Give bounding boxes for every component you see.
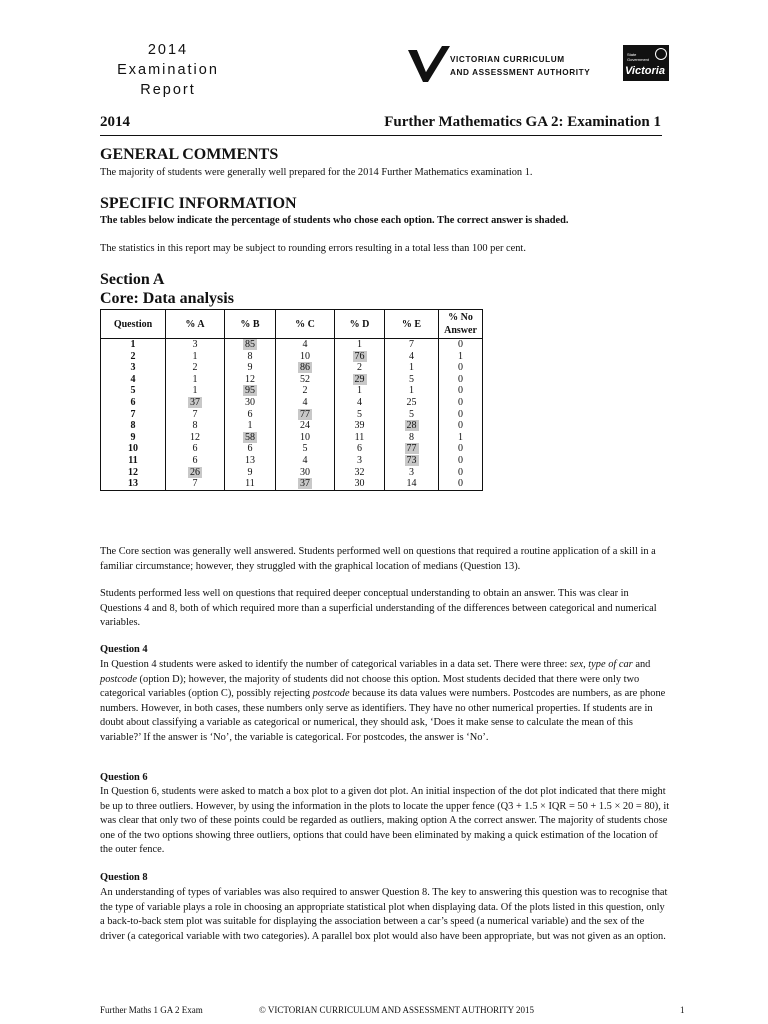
- question-number: 2: [101, 351, 166, 363]
- victoria-wordmark: Victoria: [625, 65, 665, 77]
- question-number: 13: [101, 478, 166, 490]
- table-cell: [276, 409, 335, 421]
- question-6-text: In Question 6, students were asked to match a box plot to a given dot plot. An initial inspection of the dot plot indicated that there might be up to three outliers. However, by using the information in the plots to locate the upper fence (Q3 + 1.5 × IQR = 50 + 1.5 × 20 = 80), it was clear that only two of these points could be regarded as outliers, making option A the correct answer. The majority of students chose one of the two options showing three outliers, options that could have been eliminated by making a quick estimation of the location of the outer fence.: [100, 786, 670, 856]
- correct-answer-cell: 95: [245, 385, 255, 397]
- table-row: [101, 339, 483, 351]
- correct-answer-cell: 73: [406, 454, 417, 466]
- table-cell: 0: [439, 443, 483, 455]
- table-row: [101, 420, 483, 432]
- table-cell: 3: [335, 455, 385, 467]
- q4-var-sex: sex: [569, 659, 584, 670]
- table-cell: 30: [276, 467, 335, 479]
- table-cell: 0: [439, 455, 483, 467]
- col-header-b: % B: [225, 310, 276, 339]
- conceptual-paragraph: Students performed less well on questions that required deeper conceptual understanding to obtain an answer. This was clear in Questions 4 and 8, both of which required more than a superficial understanding of the differences between categorical and numerical variables.: [100, 588, 657, 629]
- question-number: 10: [101, 443, 166, 455]
- q4-var-car: type of car: [588, 659, 633, 670]
- question-number: 7: [101, 409, 166, 421]
- table-cell: 1: [439, 351, 483, 363]
- table-cell: [385, 420, 439, 432]
- table-cell: 9: [225, 362, 276, 374]
- table-cell: 10: [276, 432, 335, 444]
- table-cell: 8: [225, 351, 276, 363]
- table-cell: [385, 455, 439, 467]
- table-cell: 5: [335, 409, 385, 421]
- table-cell: 9: [225, 467, 276, 479]
- table-cell: 30: [225, 397, 276, 409]
- question-6-heading: Question 6: [100, 772, 148, 783]
- table-cell: 6: [225, 443, 276, 455]
- table-cell: 0: [439, 409, 483, 421]
- question-number: 5: [101, 385, 166, 397]
- table-cell: 24: [276, 420, 335, 432]
- table-cell: [225, 432, 276, 444]
- table-cell: 6: [166, 455, 225, 467]
- table-row: [101, 385, 483, 397]
- table-cell: 6: [335, 443, 385, 455]
- question-number: 9: [101, 432, 166, 444]
- table-cell: 25: [385, 397, 439, 409]
- table-cell: 7: [166, 409, 225, 421]
- table-cell: 7: [166, 478, 225, 490]
- vcaa-tick-icon: [408, 44, 450, 84]
- table-row: [101, 362, 483, 374]
- table-row: [101, 374, 483, 386]
- question-number: 12: [101, 467, 166, 479]
- col-header-c: % C: [276, 310, 335, 339]
- table-row: [101, 443, 483, 455]
- table-cell: 4: [276, 397, 335, 409]
- table-cell: 52: [276, 374, 335, 386]
- table-cell: 8: [166, 420, 225, 432]
- q4-part-c: because its data values were numbers. Postcodes are numbers, as are phone numbers. However, in both cases, these numbers only serve as identifiers. They have no other numerical properties. If students are in doubt about classifying a variable as categorical or numerical, they should ask, ‘Does it make sense to calculate the mean of this variable?’ If the answer is ‘No’, the variable is categorical. For postcodes, the answer is ‘No’.: [100, 688, 666, 743]
- vcaa-name-line1: VICTORIAN CURRICULUM: [450, 55, 565, 64]
- table-cell: 6: [225, 409, 276, 421]
- report-word-examination: Examination: [117, 62, 219, 78]
- table-cell: 1: [335, 339, 385, 351]
- table-cell: 4: [276, 339, 335, 351]
- table-cell: 4: [385, 351, 439, 363]
- table-cell: 0: [439, 467, 483, 479]
- table-cell: 1: [166, 385, 225, 397]
- table-cell: 4: [276, 455, 335, 467]
- correct-answer-cell: 28: [406, 420, 417, 432]
- table-cell: 3: [166, 339, 225, 351]
- q4-var-postcode: postcode: [100, 673, 137, 685]
- q4-part-a: In Question 4 students were asked to identify the number of categorical variables in a data set. There were three:: [100, 659, 570, 670]
- table-cell: [166, 467, 225, 479]
- header-year: 2014: [100, 114, 130, 130]
- table-cell: [225, 339, 276, 351]
- table-cell: 0: [439, 478, 483, 490]
- table-explanation: The tables below indicate the percentage of students who chose each option. The correct answer is shaded.: [100, 215, 569, 226]
- table-cell: 1: [385, 385, 439, 397]
- table-cell: 11: [335, 432, 385, 444]
- correct-answer-cell: 77: [300, 408, 310, 420]
- footer-copyright: © VICTORIAN CURRICULUM AND ASSESSMENT AUTHORITY 2015: [259, 1005, 535, 1015]
- footer-exam-name: Further Maths 1 GA 2 Exam: [100, 1005, 203, 1015]
- vcaa-name-line2: AND ASSESSMENT AUTHORITY: [450, 68, 591, 77]
- table-cell: 39: [335, 420, 385, 432]
- col-header-e: % E: [385, 310, 439, 339]
- table-row: [101, 351, 483, 363]
- table-cell: 2: [166, 362, 225, 374]
- table-cell: 1: [225, 420, 276, 432]
- table-row: [101, 432, 483, 444]
- question-number: 4: [101, 374, 166, 386]
- correct-answer-cell: 76: [354, 350, 365, 362]
- correct-answer-cell: 29: [354, 373, 365, 385]
- table-cell: 0: [439, 385, 483, 397]
- question-8-heading: Question 8: [100, 872, 148, 883]
- report-year: 2014: [147, 42, 189, 58]
- table-cell: 3: [385, 467, 439, 479]
- table-cell: [335, 374, 385, 386]
- col-header-a: % A: [166, 310, 225, 339]
- rounding-note: The statistics in this report may be subject to rounding errors resulting in a total less than 100 per cent.: [100, 243, 526, 254]
- col-header-d: % D: [335, 310, 385, 339]
- table-cell: 30: [335, 478, 385, 490]
- question-number: 1: [101, 339, 166, 351]
- state-government-text: State Government: [627, 52, 650, 62]
- core-summary-paragraph: The Core section was generally well answered. Students performed well on questions that required a routine application of a skill in a familiar circumstance; however, they struggled with the graphical location of medians (Question 13).: [100, 546, 656, 572]
- section-subtitle: Core: Data analysis: [100, 290, 234, 307]
- table-cell: 0: [439, 362, 483, 374]
- section-title: Section A: [100, 271, 165, 288]
- q4-and: and: [632, 659, 651, 670]
- table-cell: 0: [439, 397, 483, 409]
- table-cell: 5: [276, 443, 335, 455]
- table-row: [101, 397, 483, 409]
- footer-page-number: 1: [680, 1005, 685, 1015]
- correct-answer-cell: 86: [300, 362, 310, 374]
- question-number: 6: [101, 397, 166, 409]
- table-cell: 0: [439, 420, 483, 432]
- correct-answer-cell: 77: [406, 443, 417, 455]
- table-cell: [276, 362, 335, 374]
- question-8-text: An understanding of types of variables was also required to answer Question 8. The key to answering this question was to recognise that the type of variable plays a role in choosing an appropriate statistical plot when displaying data. Of the plots listed in this question, only a back-to-back stem plot was suitable for displaying the association between a car’s speed (a numerical variable) and the sex of the driver (a categorical variable with two categories). A parallel box plot would also have been appropriate, but was not given as an option.: [100, 887, 668, 942]
- table-cell: 1: [439, 432, 483, 444]
- table-cell: 12: [166, 432, 225, 444]
- table-cell: 14: [385, 478, 439, 490]
- table-cell: 13: [225, 455, 276, 467]
- q4-part-b: (option D); however, the majority of students did not choose this option. Most students decided that there were only two categorical variables (option C), possibly rejecting: [100, 673, 640, 700]
- col-header-question: Question: [101, 310, 166, 339]
- question-number: 8: [101, 420, 166, 432]
- question-4-text: [100, 658, 670, 746]
- table-cell: 11: [225, 478, 276, 490]
- correct-answer-cell: 26: [190, 466, 200, 478]
- correct-answer-cell: 37: [190, 396, 200, 408]
- table-cell: 0: [439, 374, 483, 386]
- table-cell: 2: [335, 362, 385, 374]
- table-row: [101, 409, 483, 421]
- table-cell: [385, 443, 439, 455]
- correct-answer-cell: 37: [300, 478, 310, 490]
- table-cell: 2: [276, 385, 335, 397]
- col-header-no-answer: % No Answer: [439, 310, 483, 339]
- table-row: [101, 455, 483, 467]
- report-title: [100, 40, 236, 100]
- table-cell: [225, 385, 276, 397]
- table-cell: [335, 351, 385, 363]
- question-number: 11: [101, 455, 166, 467]
- correct-answer-cell: 85: [245, 339, 255, 350]
- table-cell: 7: [385, 339, 439, 351]
- table-body: [101, 339, 483, 491]
- vcaa-logo: [408, 44, 598, 84]
- table-cell: [166, 397, 225, 409]
- table-cell: 5: [385, 374, 439, 386]
- header-subject: Further Mathematics GA 2: Examination 1: [384, 114, 661, 130]
- table-cell: 1: [166, 374, 225, 386]
- table-cell: 6: [166, 443, 225, 455]
- table-cell: 1: [335, 385, 385, 397]
- general-comments-heading: GENERAL COMMENTS: [100, 146, 279, 163]
- table-cell: 4: [335, 397, 385, 409]
- report-word-report: Report: [140, 82, 196, 98]
- table-cell: 5: [385, 409, 439, 421]
- table-cell: 8: [385, 432, 439, 444]
- table-row: [101, 478, 483, 490]
- table-cell: [276, 478, 335, 490]
- table-cell: 0: [439, 339, 483, 351]
- general-comments-text: The majority of students were generally well prepared for the 2014 Further Mathematics examination 1.: [100, 167, 533, 178]
- response-table: [100, 309, 483, 491]
- table-cell: 1: [385, 362, 439, 374]
- table-cell: 32: [335, 467, 385, 479]
- table-header-row: [101, 310, 483, 339]
- correct-answer-cell: 58: [245, 431, 255, 443]
- q4-var-postcode-2: postcode: [312, 688, 350, 700]
- vcaa-name: [450, 53, 590, 79]
- table-cell: 1: [166, 351, 225, 363]
- crest-icon: [655, 48, 667, 60]
- victoria-government-logo: [623, 45, 669, 81]
- table-cell: 12: [225, 374, 276, 386]
- question-4-heading: Question 4: [100, 644, 148, 655]
- q4-comma: ,: [583, 659, 589, 670]
- page-header: [100, 113, 662, 136]
- question-number: 3: [101, 362, 166, 374]
- table-row: [101, 467, 483, 479]
- specific-information-heading: SPECIFIC INFORMATION: [100, 195, 297, 212]
- table-cell: 10: [276, 351, 335, 363]
